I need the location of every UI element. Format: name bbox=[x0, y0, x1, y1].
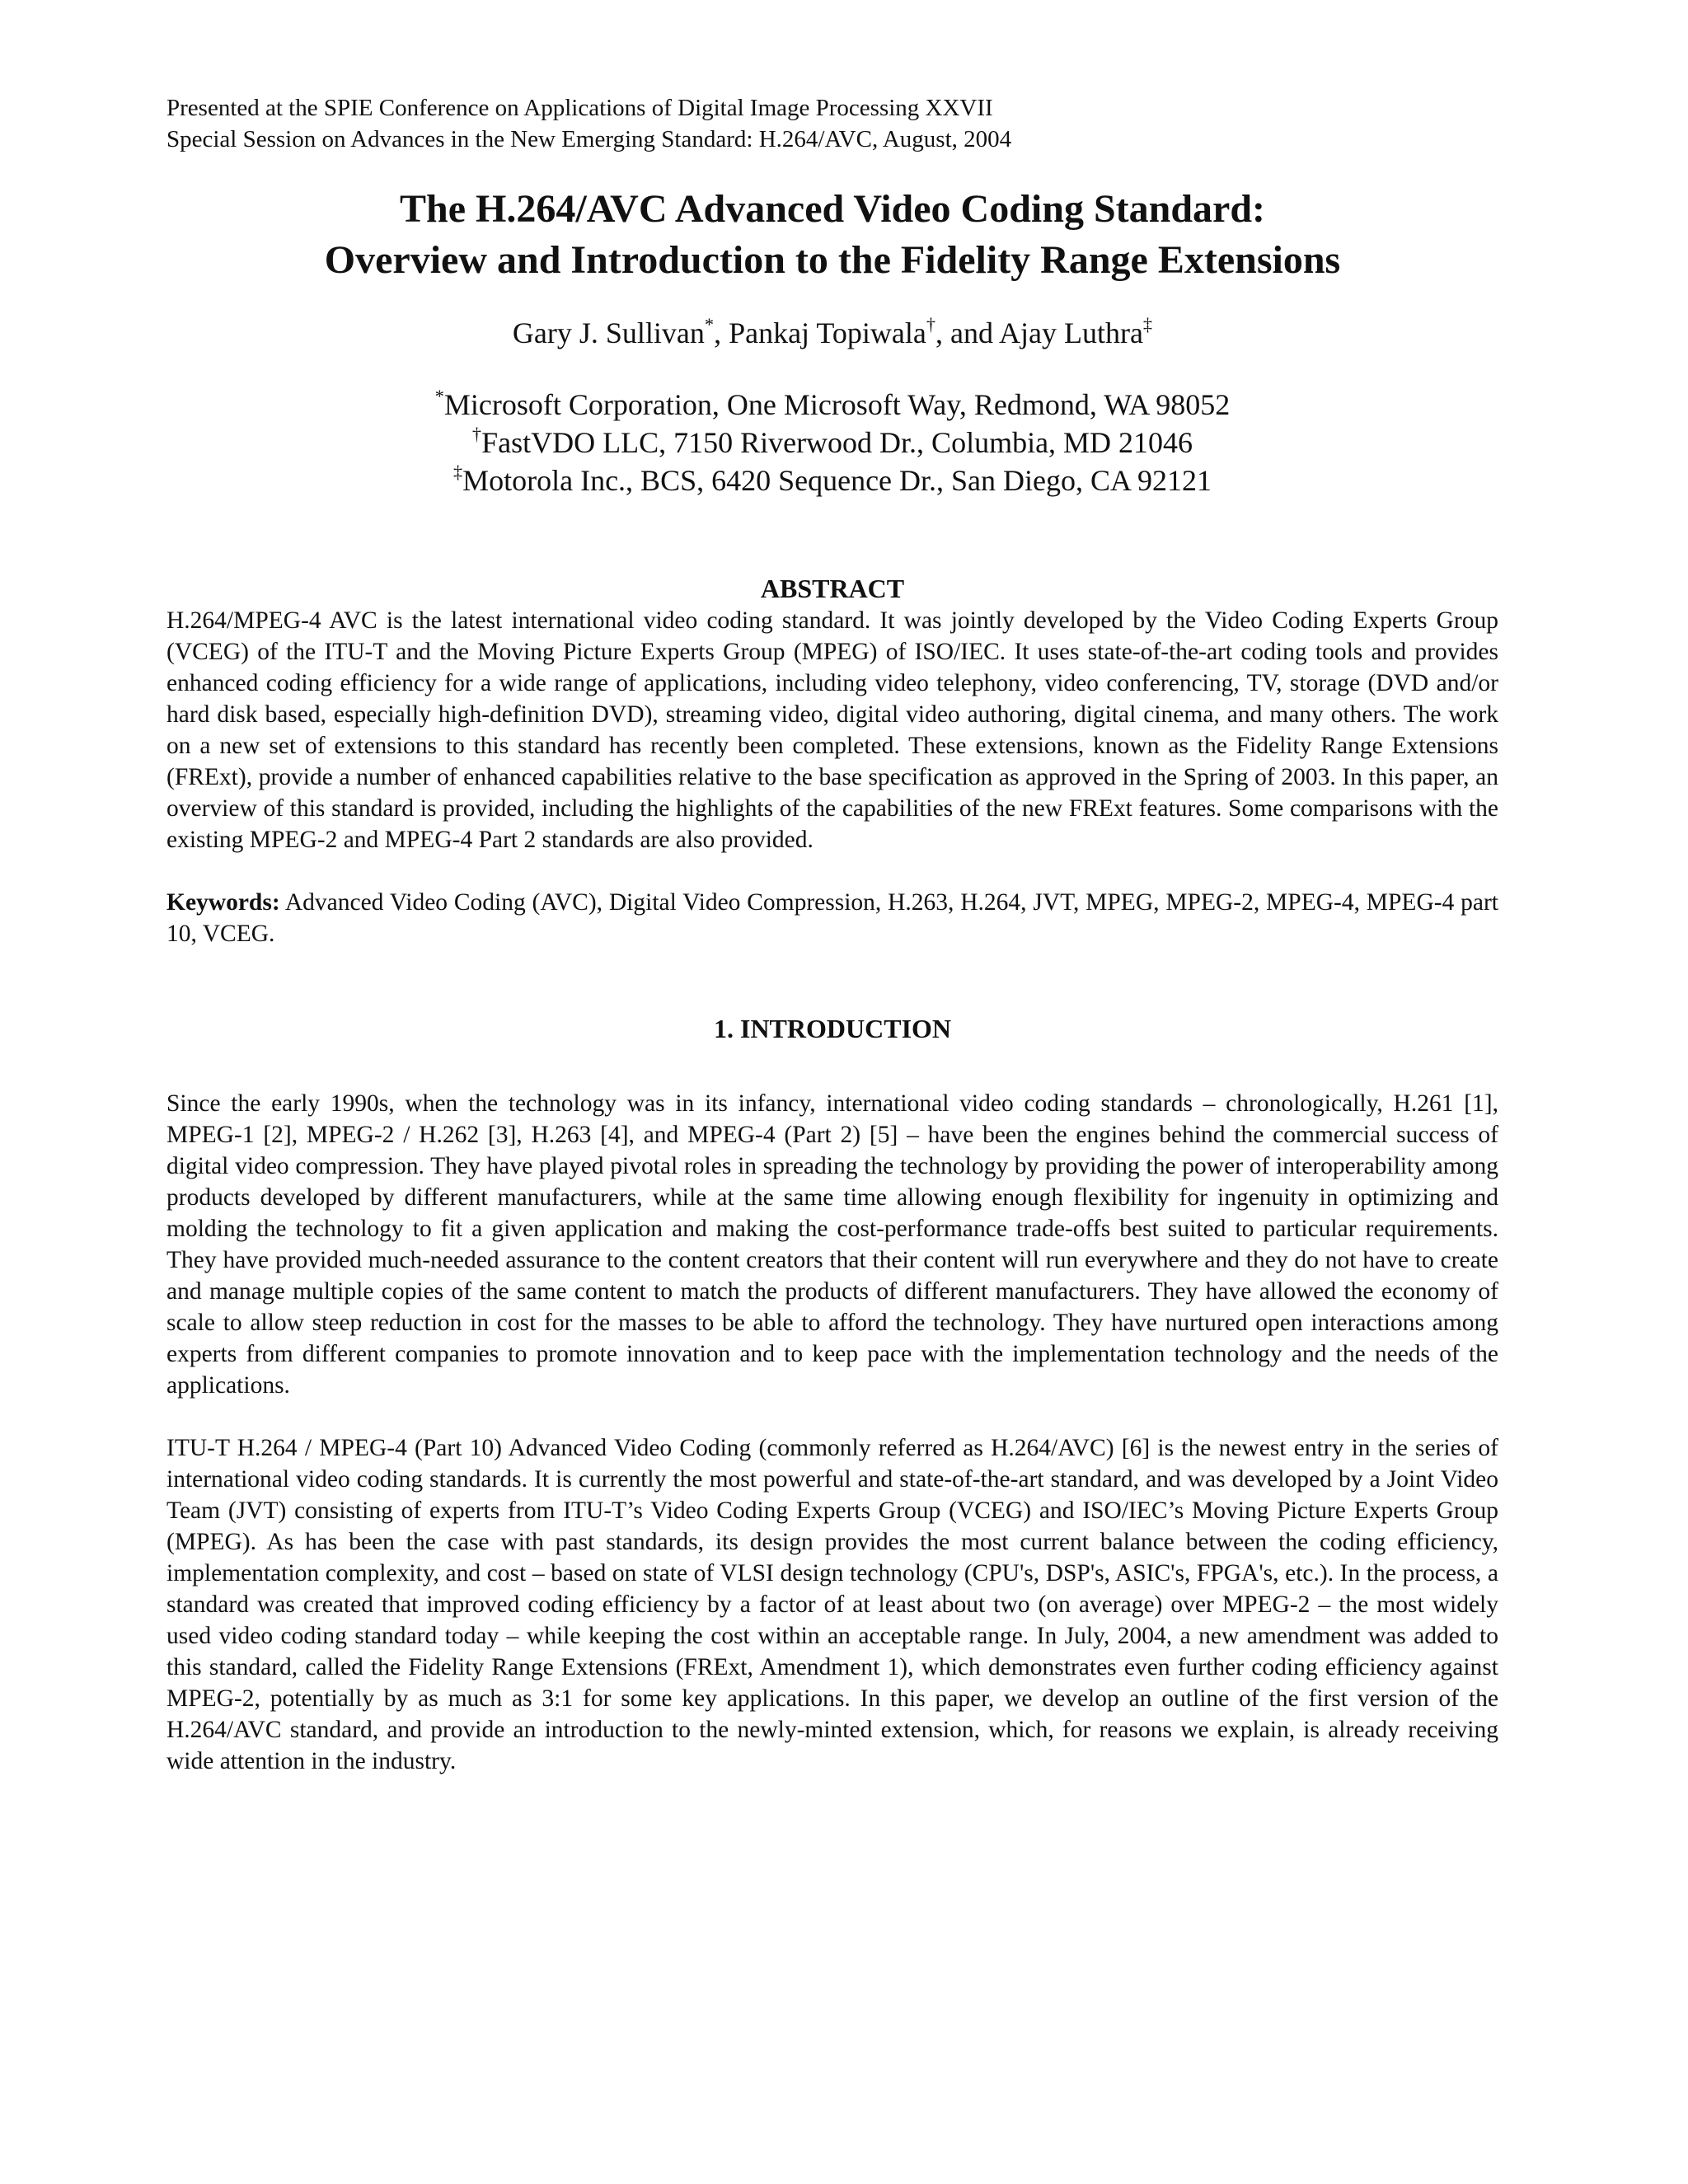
introduction-paragraph: ITU-T H.264 / MPEG-4 (Part 10) Advanced Video Coding (commonly referred as H.264/AVC) [6] is the newest entry in the series of international video coding standards. It is currently the most powerful and state-of-the-art standard, and was developed by a Joint Video Team (JVT) consisting of experts from ITU-T’s Video Coding Experts Group (VCEG) and ISO/IEC’s Moving Picture Experts Group (MPEG). As has been the case with past standards, its design provides the most current balance between the coding efficiency, implementation complexity, and cost – based on state of VLSI design technology (CPU's, DSP's, ASIC's, FPGA's, etc.). In the process, a standard was created that improved coding efficiency by a factor of at least about two (on average) over MPEG-2 – the most widely used video coding standard today – while keeping the cost within an acceptable range. In July, 2004, a new amendment was added to this standard, called the Fidelity Range Extensions (FRExt, Amendment 1), which demonstrates even further coding efficiency against MPEG-2, potentially by as much as 3:1 for some key applications. In this paper, we develop an outline of the first version of the H.264/AVC standard, and provide an introduction to the newly-minted extension, which, for reasons we explain, is already receiving wide attention in the industry. bbox=[166, 1435, 1498, 1774]
keywords-text: Advanced Video Coding (AVC), Digital Video Compression, H.263, H.264, JVT, MPEG, MPEG-2, MPEG-4, MPEG-4 part 10, VCEG. bbox=[166, 889, 1498, 947]
affiliation-list bbox=[166, 386, 1498, 499]
keywords-paragraph bbox=[166, 887, 1498, 949]
affiliation-microsoft bbox=[166, 386, 1498, 424]
affiliation-mark: ‡ bbox=[452, 461, 463, 482]
title-line-2: Overview and Introduction to the Fidelity Range Extensions bbox=[324, 238, 1341, 282]
affiliation-fastvdo bbox=[166, 424, 1498, 462]
author-list bbox=[166, 315, 1498, 351]
paper-page bbox=[166, 92, 1498, 1777]
paper-title bbox=[166, 184, 1498, 286]
affiliation-mark: † bbox=[471, 423, 482, 444]
author-mark: ‡ bbox=[1142, 313, 1153, 335]
author-name: Gary J. Sullivan bbox=[512, 316, 705, 349]
title-line-1: The H.264/AVC Advanced Video Coding Standard: bbox=[400, 187, 1265, 231]
affiliation-text: FastVDO LLC, 7150 Riverwood Dr., Columbia, MD 21046 bbox=[481, 426, 1193, 459]
venue-line-1: Presented at the SPIE Conference on Applications of Digital Image Processing XXVII bbox=[166, 95, 993, 121]
affiliation-text: Microsoft Corporation, One Microsoft Way, Redmond, WA 98052 bbox=[443, 388, 1231, 421]
author-mark: † bbox=[926, 313, 935, 335]
affiliation-text: Motorola Inc., BCS, 6420 Sequence Dr., San Diego, CA 92121 bbox=[462, 464, 1212, 497]
author-mark: * bbox=[704, 313, 715, 335]
venue-line-2: Special Session on Advances in the New Emerging Standard: H.264/AVC, August, 2004 bbox=[166, 126, 1012, 152]
introduction-paragraph: Since the early 1990s, when the technology was in its infancy, international video coding standards – chronologically, H.261 [1], MPEG-1 [2], MPEG-2 / H.262 [3], H.263 [4], and MPEG-4 (Part 2) [5] – have been the engines behind the commercial success of digital video compression. They have played pivotal roles in spreading the technology by providing the power of interoperability among products developed by different manufacturers, while at the same time allowing enough flexibility for ingenuity in optimizing and molding the technology to fit a given application and making the cost-performance trade-offs best suited to particular requirements. They have provided much-needed assurance to the content creators that their content will run everywhere and they do not have to create and manage multiple copies of the same content to match the products of different manufacturers. They have allowed the economy of scale to allow steep reduction in cost for the masses to be able to afford the technology. They have nurtured open interactions among experts from different companies to promote innovation and to keep pace with the implementation technology and the needs of the applications. bbox=[166, 1090, 1498, 1399]
author-name: Ajay Luthra bbox=[998, 316, 1143, 349]
affiliation-mark: * bbox=[434, 385, 444, 406]
author-separator: , bbox=[714, 316, 729, 349]
author-name: Pankaj Topiwala bbox=[729, 316, 926, 349]
venue-note bbox=[166, 92, 1498, 155]
abstract-text: H.264/MPEG-4 AVC is the latest international video coding standard. It was jointly developed by the Video Coding Experts Group (VCEG) of the ITU-T and the Moving Picture Experts Group (MPEG) of ISO/IEC. It uses state-of-the-art coding tools and provides enhanced coding efficiency for a wide range of applications, including video telephony, video conferencing, TV, storage (DVD and/or hard disk based, especially high-definition DVD), streaming video, digital video authoring, digital cinema, and many others. The work on a new set of extensions to this standard has recently been completed. These extensions, known as the Fidelity Range Extensions (FRExt), provide a number of enhanced capabilities relative to the base specification as approved in the Spring of 2003. In this paper, an overview of this standard is provided, including the highlights of the capabilities of the new FRExt features. Some comparisons with the existing MPEG-2 and MPEG-4 Part 2 standards are also provided. bbox=[166, 607, 1498, 853]
section-heading-introduction: 1. INTRODUCTION bbox=[713, 1014, 952, 1043]
author-separator: , and bbox=[935, 316, 999, 349]
affiliation-motorola bbox=[166, 462, 1498, 499]
abstract-heading: ABSTRACT bbox=[760, 574, 905, 603]
keywords-label: Keywords: bbox=[166, 889, 280, 916]
